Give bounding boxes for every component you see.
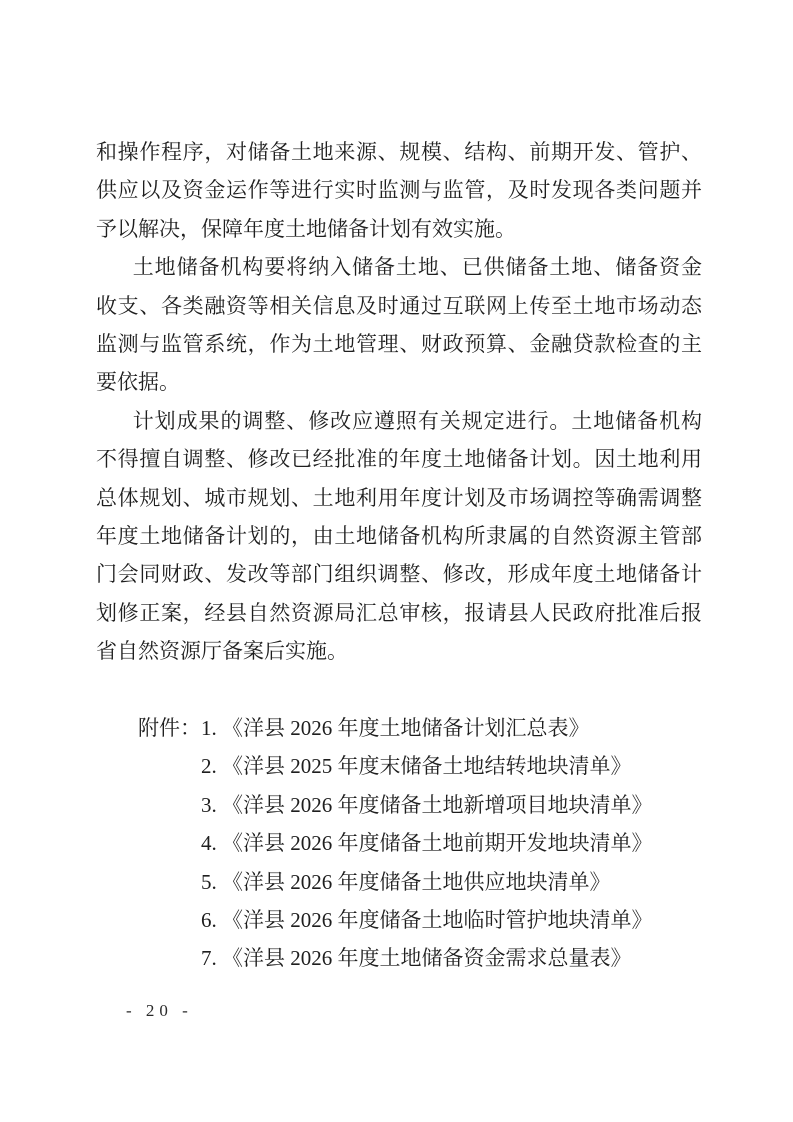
body-line: 予以解决，保障年度土地储备计划有效实施。 [96, 216, 516, 241]
body-line: 计划成果的调整、修改应遵照有关规定进行。土地储备机构 [132, 408, 702, 433]
body-line: 不得擅自调整、修改已经批准的年度土地储备计划。因土地利用 [96, 447, 702, 472]
body-line: 收支、各类融资等相关信息及时通过互联网上传至土地市场动态 [96, 293, 702, 318]
attachment-item: 7. 《洋县 2026 年度土地储备资金需求总量表》 [201, 946, 632, 971]
body-line: 要依据。 [96, 370, 180, 395]
attachment-item: 1. 《洋县 2026 年度土地储备计划汇总表》 [201, 716, 590, 740]
attachment-item: 4. 《洋县 2026 年度储备土地前期开发地块清单》 [201, 831, 653, 856]
body-line: 年度土地储备计划的，由土地储备机构所隶属的自然资源主管部 [96, 523, 702, 548]
body-text [96, 133, 702, 670]
body-line: 土地储备机构要将纳入储备土地、已供储备土地、储备资金 [132, 255, 702, 280]
body-line: 供应以及资金运作等进行实时监测与监管，及时发现各类问题并 [96, 178, 702, 203]
page-number: - 20 - [126, 1001, 193, 1020]
body-line: 监测与监管系统，作为土地管理、财政预算、金融贷款检查的主 [96, 331, 702, 356]
attachments-list [138, 709, 653, 978]
body-line: 省自然资源厅备案后实施。 [96, 639, 348, 664]
body-line: 划修正案，经县自然资源局汇总审核，报请县人民政府批准后报 [96, 600, 702, 625]
attachment-item: 6. 《洋县 2026 年度储备土地临时管护地块清单》 [201, 908, 653, 933]
body-line: 门会同财政、发改等部门组织调整、修改，形成年度土地储备计 [96, 562, 702, 587]
attachment-item: 5. 《洋县 2026 年度储备土地供应地块清单》 [201, 869, 611, 894]
attachment-item: 3. 《洋县 2026 年度储备土地新增项目地块清单》 [201, 792, 653, 817]
body-line: 和操作程序，对储备土地来源、规模、结构、前期开发、管护、 [96, 140, 702, 164]
attachment-item: 2. 《洋县 2025 年度末储备土地结转地块清单》 [201, 754, 632, 779]
attachments-label: 附件： [138, 716, 201, 740]
body-line: 总体规划、城市规划、土地利用年度计划及市场调控等确需调整 [96, 485, 702, 510]
attachments-items [201, 709, 653, 978]
